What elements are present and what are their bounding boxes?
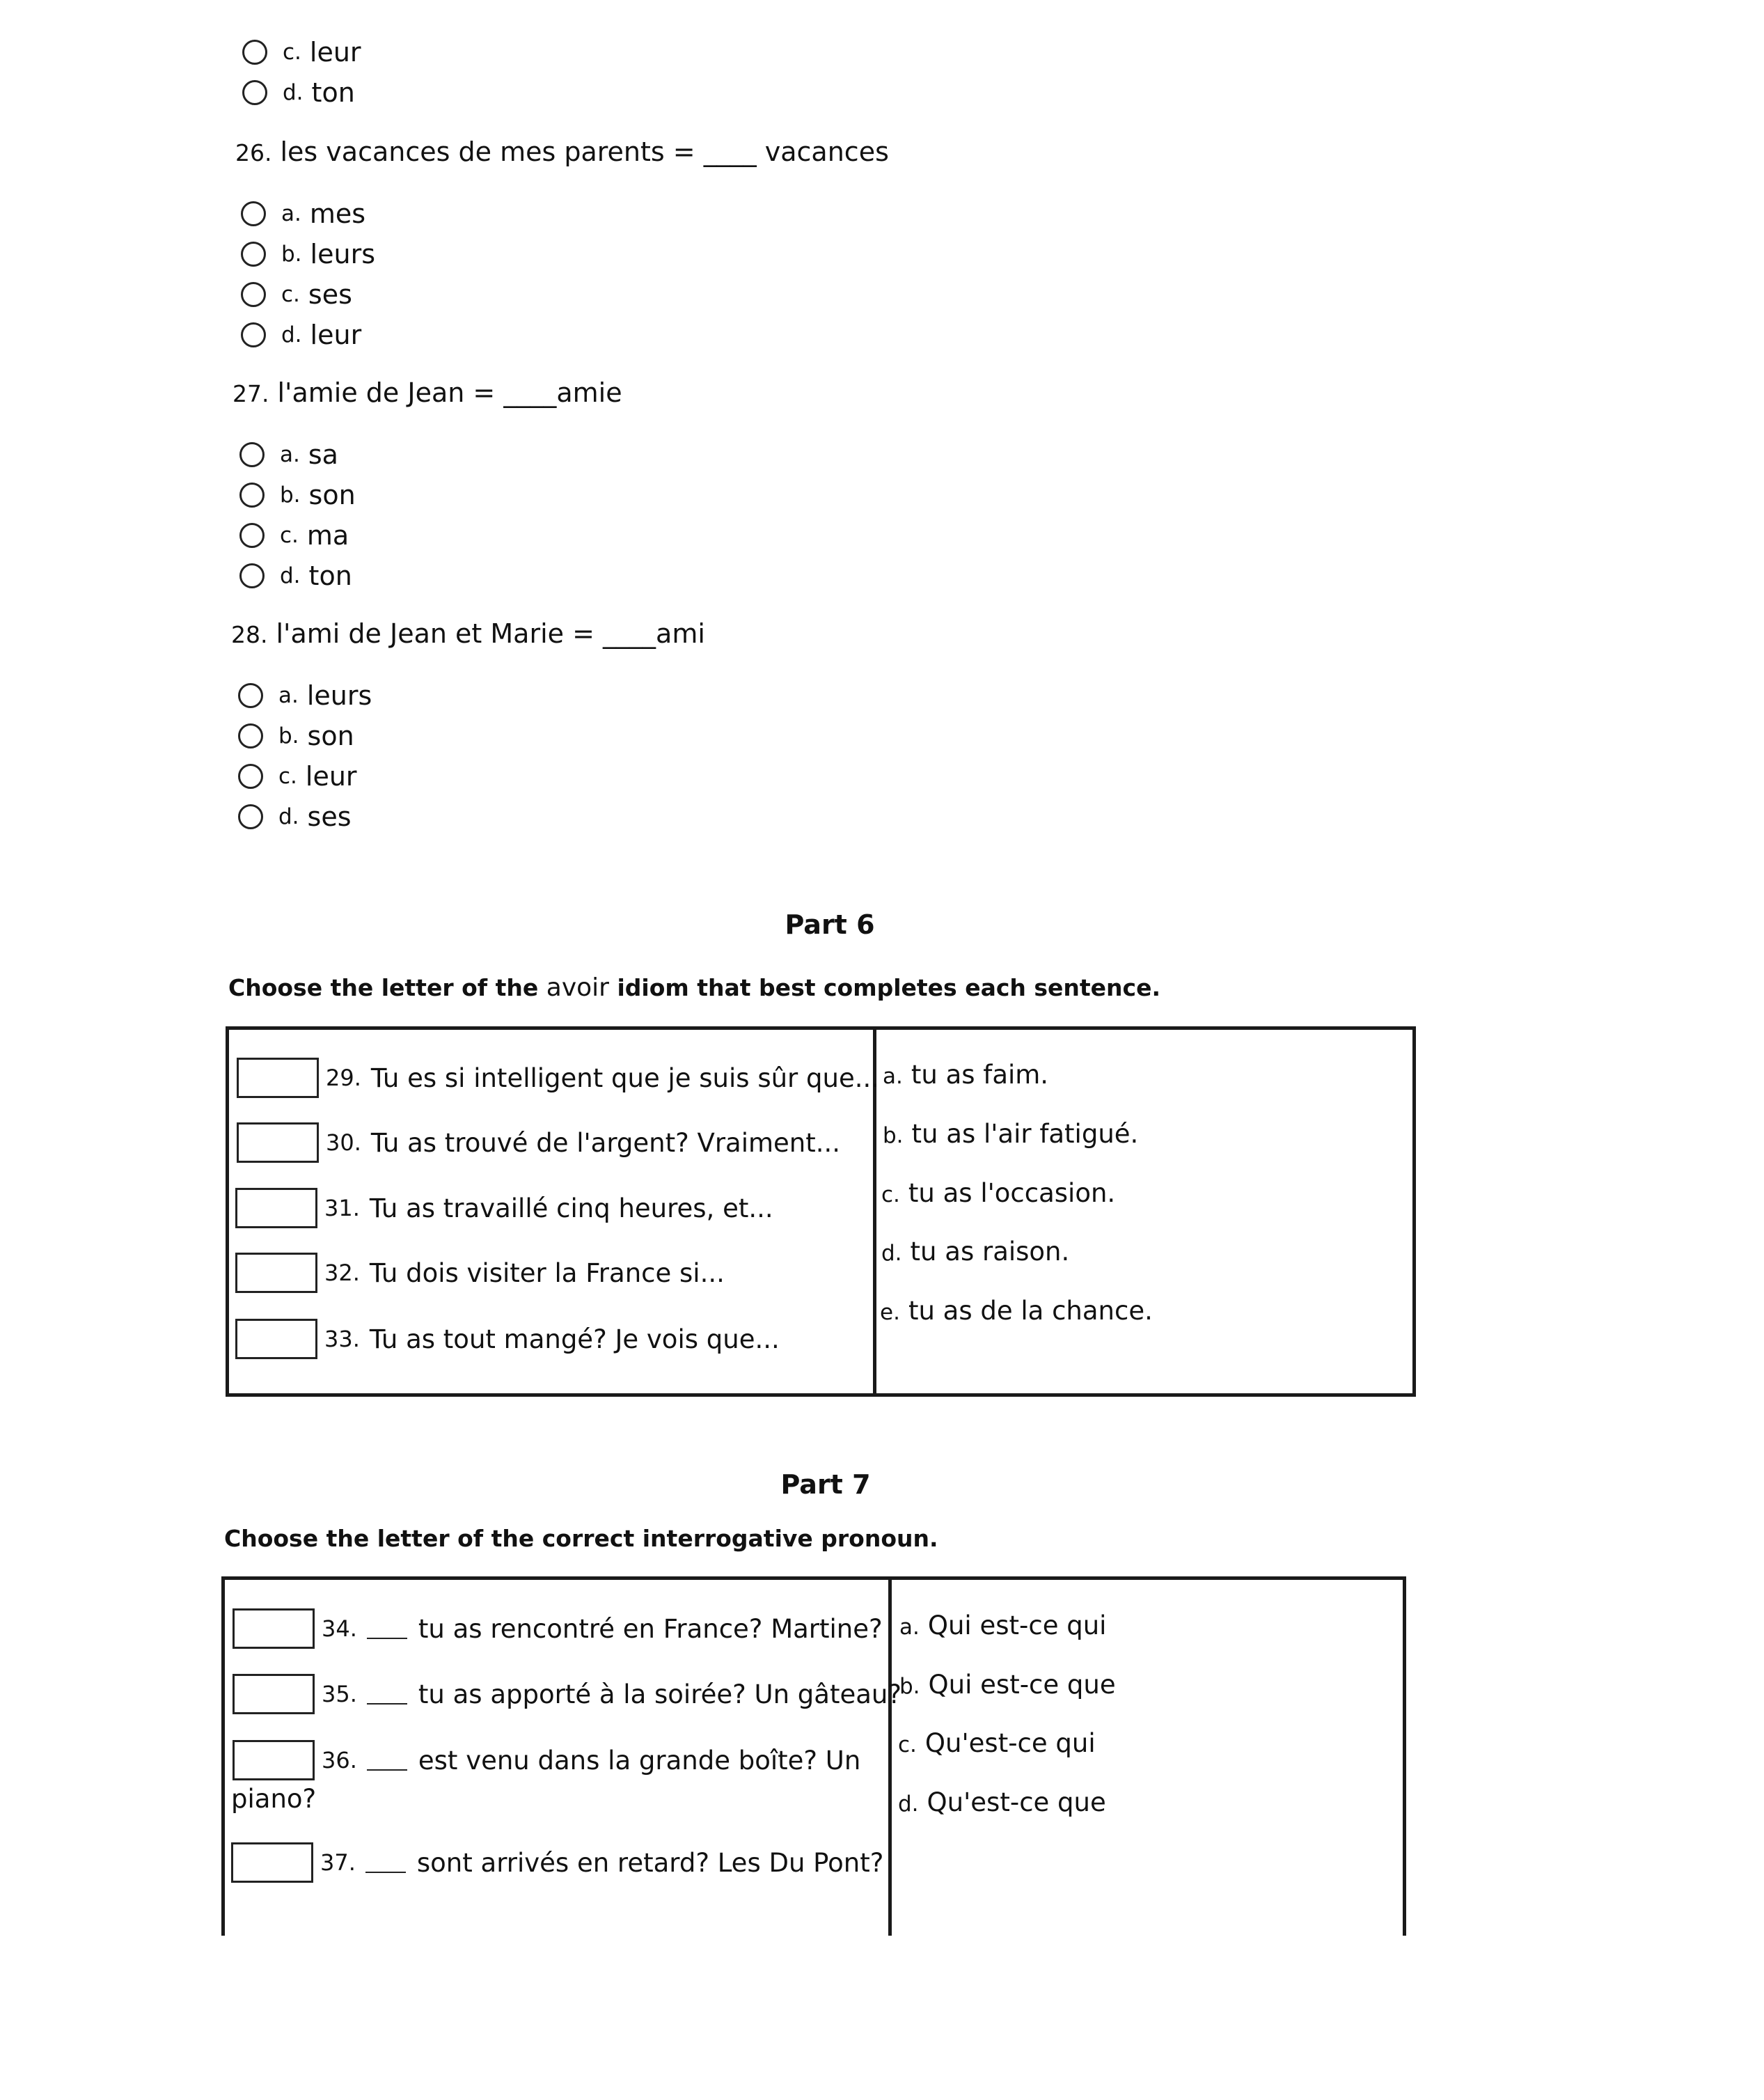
radio-button[interactable] [242, 40, 267, 65]
radio-button[interactable] [241, 322, 266, 347]
fill-blank [367, 1684, 407, 1705]
radio-button[interactable] [239, 563, 265, 588]
part-7-question-35: 35. tu as apporté à la soirée? Un gâteau? [233, 1672, 901, 1716]
question-28: 28. l'ami de Jean et Marie = ____ami [231, 618, 705, 649]
answer-box[interactable] [231, 1842, 313, 1883]
q26-option-d[interactable]: d. leur [241, 315, 361, 355]
q25-option-c[interactable]: c. leur [242, 32, 361, 72]
part-6-answer-c: c. tu as l'occasion. [881, 1178, 1116, 1208]
part-7-answer-c: c. Qu'est-ce qui [898, 1728, 1096, 1758]
part-7-answer-b: b. Qui est-ce que [899, 1670, 1116, 1700]
q28-option-b[interactable]: b. son [238, 716, 354, 756]
part-6-question-32: 32. Tu dois visiter la France si... [235, 1251, 725, 1294]
radio-button[interactable] [242, 80, 267, 105]
answer-box[interactable] [235, 1253, 317, 1293]
q27-option-d[interactable]: d. ton [239, 556, 352, 596]
radio-button[interactable] [239, 483, 265, 508]
answer-box[interactable] [233, 1674, 315, 1714]
answer-box[interactable] [237, 1122, 319, 1163]
fill-blank [367, 1750, 407, 1771]
part-6-question-33: 33. Tu as tout mangé? Je vois que... [235, 1317, 780, 1361]
part-6-question-30: 30. Tu as trouvé de l'argent? Vraiment... [237, 1121, 840, 1164]
radio-button[interactable] [238, 723, 263, 749]
part-7-question-36-continued: piano? [231, 1784, 317, 1814]
q28-option-d[interactable]: d. ses [238, 797, 352, 837]
q27-option-a[interactable]: a. sa [239, 434, 338, 475]
part-7-answer-d: d. Qu'est-ce que [898, 1787, 1106, 1817]
q26-option-b[interactable]: b. leurs [241, 234, 375, 274]
answer-box[interactable] [233, 1608, 315, 1649]
part-6-question-29: 29. Tu es si intelligent que je suis sûr que... [237, 1056, 879, 1099]
radio-button[interactable] [238, 804, 263, 829]
q26-option-a[interactable]: a. mes [241, 194, 365, 234]
q27-option-c[interactable]: c. ma [239, 515, 349, 556]
radio-button[interactable] [239, 523, 265, 548]
radio-button[interactable] [238, 764, 263, 789]
table-divider [888, 1576, 892, 1936]
answer-box[interactable] [235, 1188, 317, 1228]
radio-button[interactable] [241, 201, 266, 226]
q25-option-d[interactable]: d. ton [242, 72, 355, 113]
q28-option-c[interactable]: c. leur [238, 756, 357, 797]
radio-button[interactable] [238, 683, 263, 708]
part-7-instruction: Choose the letter of the correct interrogative pronoun. [224, 1525, 938, 1552]
part-6-answer-b: b. tu as l'air fatigué. [883, 1119, 1139, 1149]
radio-button[interactable] [241, 242, 266, 267]
answer-box[interactable] [237, 1058, 319, 1098]
part-7-title: Part 7 [780, 1469, 871, 1500]
q27-option-b[interactable]: b. son [239, 475, 356, 515]
part-7-question-34: 34. tu as rencontré en France? Martine? [233, 1607, 883, 1650]
part-6-instruction: Choose the letter of the avoir idiom that best completes each sentence. [228, 973, 1161, 1002]
part-7-question-36: 36. est venu dans la grande boîte? Un [233, 1739, 860, 1782]
radio-button[interactable] [241, 282, 266, 307]
part-7-question-37: 37. sont arrivés en retard? Les Du Pont? [231, 1841, 883, 1884]
answer-box[interactable] [235, 1319, 317, 1359]
part-6-answer-d: d. tu as raison. [881, 1237, 1070, 1267]
answer-box[interactable] [233, 1740, 315, 1780]
q26-option-c[interactable]: c. ses [241, 274, 352, 315]
question-27: 27. l'amie de Jean = ____amie [233, 377, 622, 408]
part-7-answer-a: a. Qui est-ce qui [899, 1611, 1107, 1640]
question-26: 26. les vacances de mes parents = ____ vacances [235, 136, 889, 167]
fill-blank [367, 1618, 407, 1639]
part-6-answer-a: a. tu as faim. [883, 1060, 1049, 1090]
q28-option-a[interactable]: a. leurs [238, 675, 372, 716]
part-6-title: Part 6 [785, 909, 875, 940]
part-6-answer-e: e. tu as de la chance. [880, 1296, 1153, 1326]
part-6-question-31: 31. Tu as travaillé cinq heures, et... [235, 1186, 773, 1230]
fill-blank [365, 1852, 406, 1873]
radio-button[interactable] [239, 442, 265, 467]
